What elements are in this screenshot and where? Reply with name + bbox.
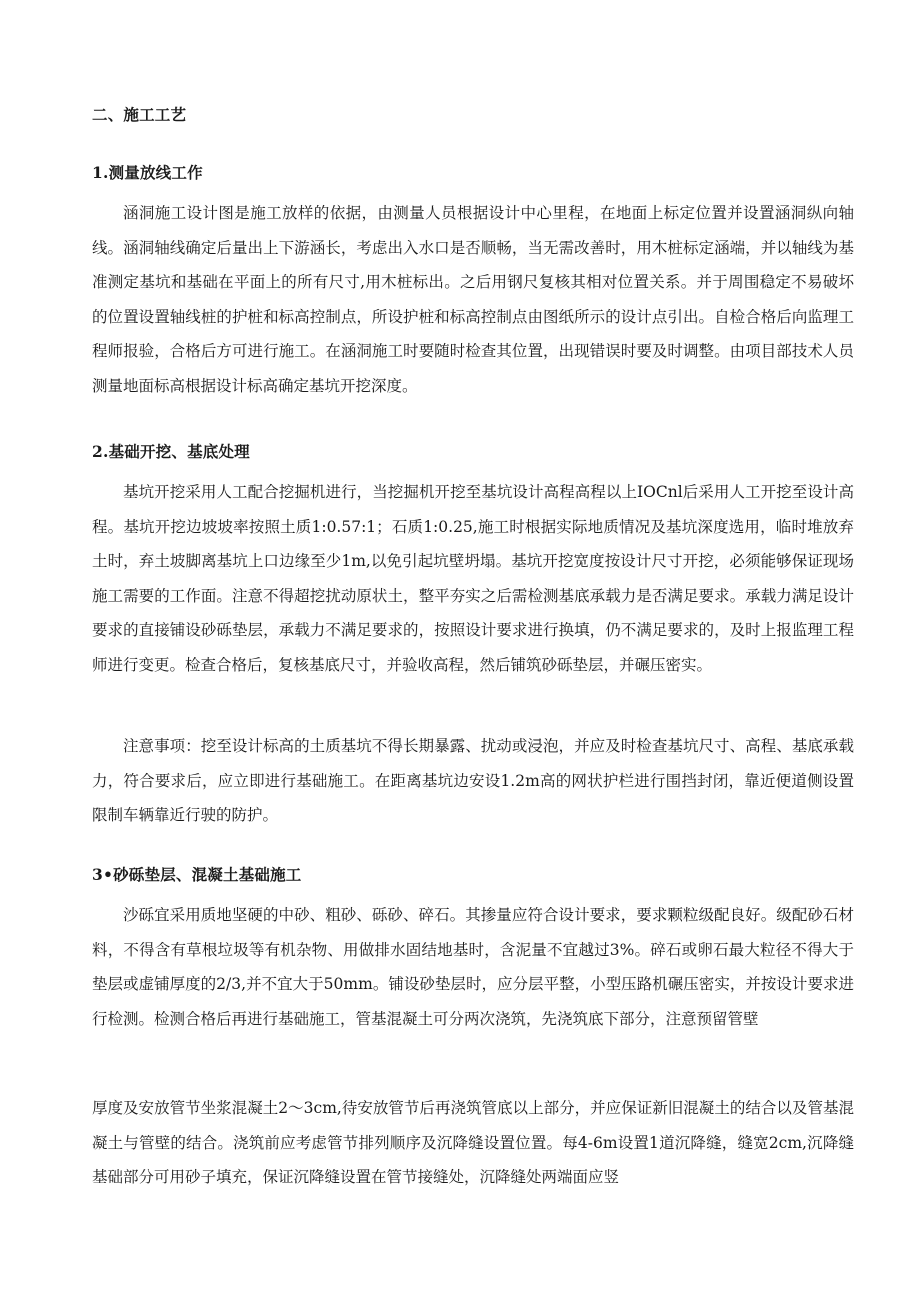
paragraph-foundation-excavation: 基坑开挖采用人工配合挖掘机进行，当挖掘机开挖至基坑设计高程高程以上IOCnl后采用人工开挖至设计高程。基坑开挖边坡坡率按照土质1:0.57:1；石质1:0.25,施工时根据实际地质情况及基坑深度选用，临时堆放弃土时，弃土坡脚离基坑上口边缘至少1m,以免引起坑壁坍塌。基坑开挖宽度按设计尺寸开挖，必须能够保证现场施工需要的工作面。注意不得超挖扰动原状土，整平夯实之后需检测基底承载力是否满足要求。承载力满足设计要求的直接铺设砂砾垫层，承载力不满足要求的，按照设计要求进行换填，仍不满足要求的，及时上报监理工程师进行变更。检查合格后，复核基底尺寸，并验收高程，然后铺筑砂砾垫层，并碾压密实。 <box>92 483 854 674</box>
section-title: 二、施工工艺 <box>92 105 187 124</box>
heading-foundation-excavation: 2.基础开挖、基底处理 <box>92 442 250 461</box>
paragraph-pipe-base: 厚度及安放管节坐浆混凝土2～3cm,待安放管节后再浇筑管底以上部分，并应保证新旧混凝土的结合以及管基混凝土与管壁的结合。浇筑前应考虑管节排列顺序及沉降缝设置位置。每4-6m设置1道沉降缝，缝宽2cm,沉降缝基础部分可用砂子填充，保证沉降缝设置在管节接缝处，沉降缝处两端面应竖 <box>92 1099 854 1187</box>
paragraph-surveying: 涵洞施工设计图是施工放样的依据，由测量人员根据设计中心里程，在地面上标定位置并设置涵洞纵向轴线。涵洞轴线确定后量出上下游涵长，考虑出入水口是否顺畅，当无需改善时，用木桩标定涵端，并以轴线为基准测定基坑和基础在平面上的所有尺寸,用木桩标出。之后用钢尺复核其相对位置关系。并于周围稳定不易破坏的位置设置轴线桩的护桩和标高控制点，所设护桩和标高控制点由图纸所示的设计点引出。自检合格后向监理工程师报验，合格后方可进行施工。在涵洞施工时要随时检查其位置，出现错误时要及时调整。由项目部技术人员测量地面标高根据设计标高确定基坑开挖深度。 <box>92 204 854 395</box>
heading-gravel-cushion: 3•砂砾垫层、混凝土基础施工 <box>92 865 302 884</box>
heading-surveying: 1.测量放线工作 <box>92 163 203 182</box>
paragraph-precautions: 注意事项：挖至设计标高的土质基坑不得长期暴露、扰动或浸泡，并应及时检查基坑尺寸、高程、基底承载力，符合要求后，应立即进行基础施工。在距离基坑边安设1.2m高的网状护栏进行围挡封闭，靠近便道侧设置限制车辆靠近行驶的防护。 <box>92 737 854 825</box>
paragraph-gravel-cushion: 沙砾宜采用质地坚硬的中砂、粗砂、砾砂、碎石。其掺量应符合设计要求，要求颗粒级配良好。级配砂石材料，不得含有草根垃圾等有机杂物、用做排水固结地基时，含泥量不宜越过3%。碎石或卵石最大粒径不得大于垫层或虚铺厚度的2/3,并不宜大于50mm。铺设砂垫层时，应分层平整，小型压路机碾压密实，并按设计要求进行检测。检测合格后再进行基础施工，管基混凝土可分两次浇筑，先浇筑底下部分，注意预留管壁 <box>92 906 854 1028</box>
